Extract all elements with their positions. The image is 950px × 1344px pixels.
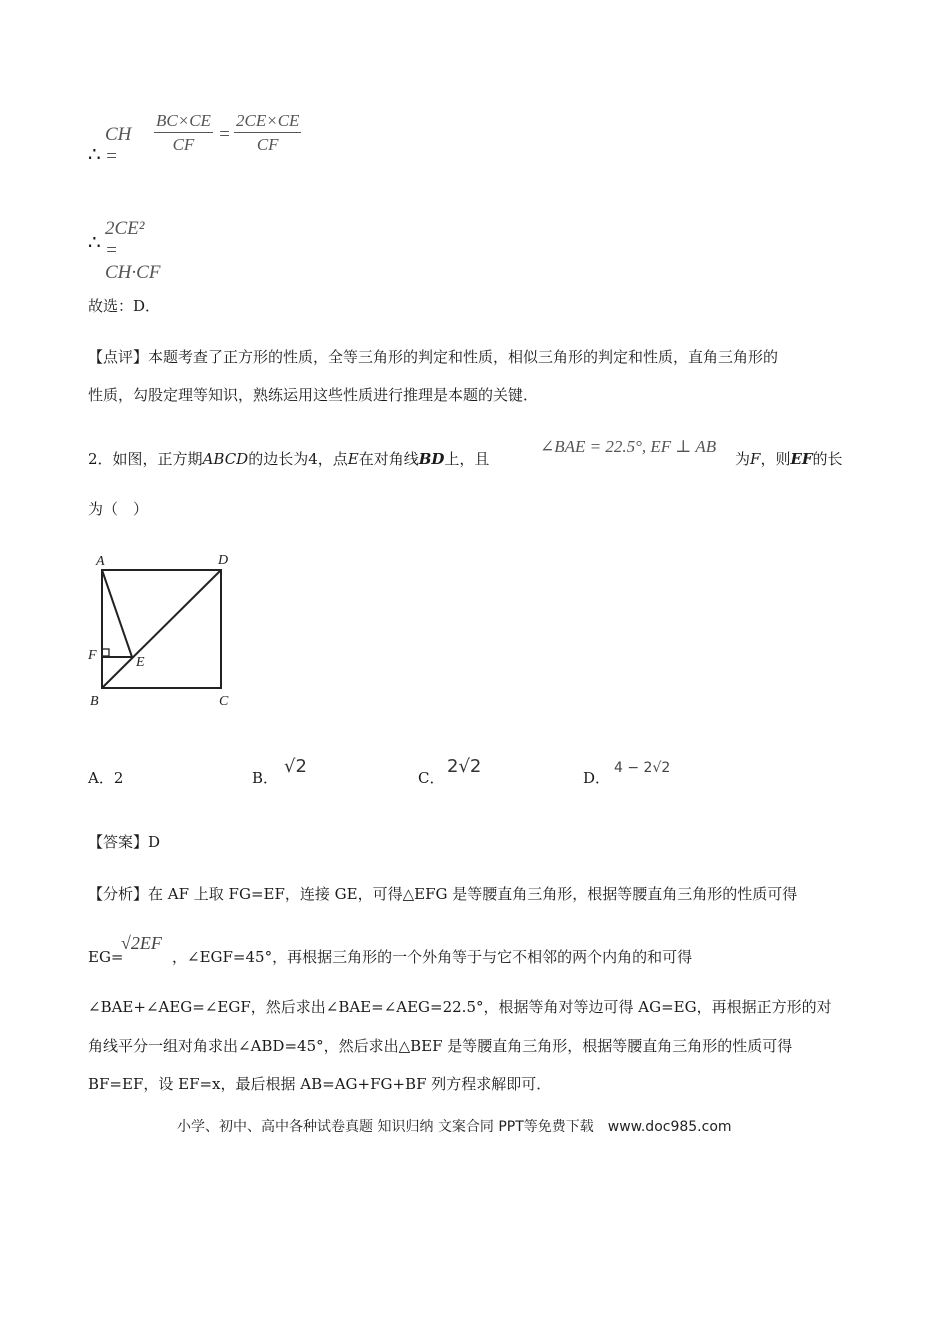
analysis-line-2b: ，∠EGF=45°，再根据三角形的一个外角等于与它不相邻的两个内角的和可得 <box>172 948 693 966</box>
label-c: C <box>219 694 229 709</box>
therefore-symbol: ∴ <box>88 230 101 254</box>
question-line-2: 为（ ） <box>88 500 149 518</box>
option-d-label: D． <box>583 769 611 787</box>
var-e: E <box>347 450 359 468</box>
comment-tag: 【点评】 <box>88 348 149 366</box>
question-number: 2． <box>88 450 113 468</box>
fraction-numerator: 2CE×CE <box>234 112 301 133</box>
fraction-2ce-ce <box>234 112 301 154</box>
option-d-value: 4 − 2√2 <box>614 760 671 776</box>
question-text-c: 在对角线 <box>358 450 419 468</box>
question-condition: ∠BAE = 22.5°, EF ⊥ AB <box>540 437 717 456</box>
question-text-a: 如图，正方期 <box>112 450 203 468</box>
question-text-b: 的边长为4，点 <box>248 450 348 468</box>
option-d <box>583 767 610 788</box>
var-bd: BD <box>418 450 445 468</box>
fraction-denominator: CF <box>256 135 279 154</box>
option-b-label: B． <box>252 769 279 787</box>
option-b-value: √2 <box>284 756 307 777</box>
analysis-line-2-math: √2EF <box>121 933 162 953</box>
option-a <box>88 767 123 788</box>
question-line-1 <box>88 448 489 470</box>
analysis-line-4: 角线平分一组对角求出∠ABD=45°，然后求出△BEF 是等腰直角三角形，根据等腰直角三角形的性质可得 <box>88 1037 793 1055</box>
answer-line <box>88 831 160 853</box>
analysis-line-1 <box>88 883 797 905</box>
label-f: F <box>88 648 97 663</box>
page-footer: 小学、初中、高中各种试卷真题 知识归纳 文案合同 PPT等免费下载 www.doc985.com <box>177 1119 732 1135</box>
analysis-line-5: BF=EF，设 EF=x，最后根据 AB=AG+FG+BF 列方程求解即可． <box>88 1075 552 1093</box>
fraction-numerator: BC×CE <box>154 112 213 133</box>
option-c-label: C． <box>418 769 445 787</box>
fraction-bc-ce <box>154 112 213 154</box>
label-d: D <box>218 553 229 568</box>
square-figure <box>80 545 250 715</box>
analysis-tag: 【分析】 <box>88 885 149 903</box>
var-f: F <box>750 450 761 468</box>
derivation-equation: 2CE² = CH·CF <box>105 218 161 283</box>
question-text-e: 为 <box>735 450 751 468</box>
therefore-symbol: ∴ <box>88 142 101 166</box>
answer-tag: 【答案】 <box>88 833 149 851</box>
question-text-f: ，则 <box>760 450 791 468</box>
label-b: B <box>90 694 99 709</box>
label-e: E <box>136 655 145 670</box>
equals-sign: = <box>218 124 231 145</box>
question-text-d: 上，且 <box>444 450 490 468</box>
analysis-text-1: 在 AF 上取 FG=EF，连接 GE，可得△EFG 是等腰直角三角形，根据等腰直角三角形的性质可得 <box>148 885 798 903</box>
question-text-g: 的长 <box>812 450 843 468</box>
option-c-value: 2√2 <box>447 756 482 777</box>
var-abcd: ABCD <box>202 450 249 468</box>
derivation-lhs: CH = <box>105 124 132 167</box>
option-a-value: 2 <box>113 769 124 787</box>
fraction-denominator: CF <box>172 135 195 154</box>
analysis-line-2a: EG= <box>88 948 124 966</box>
choice-line: 故选：D． <box>88 297 161 315</box>
question-line-1-end <box>735 448 843 470</box>
option-b <box>252 767 278 788</box>
comment-line-2: 性质，勾股定理等知识，熟练运用这些性质进行推理是本题的关键． <box>88 386 539 404</box>
analysis-line-3: ∠BAE+∠AEG=∠EGF，然后求出∠BAE=∠AEG=22.5°，根据等角对等边可得 AG=EG，再根据正方形的对 <box>88 998 832 1016</box>
comment-text: 本题考查了正方形的性质，全等三角形的判定和性质，相似三角形的判定和性质，直角三角形的 <box>148 348 779 366</box>
option-c <box>418 767 444 788</box>
option-a-label: A． <box>88 769 114 787</box>
diagonal-bd <box>102 570 221 688</box>
var-ef: EF <box>790 450 813 468</box>
label-a: A <box>96 554 105 569</box>
right-angle-mark <box>102 649 109 656</box>
comment-line-1 <box>88 346 778 368</box>
segment-ae <box>102 570 132 657</box>
answer-value: D <box>148 833 161 851</box>
